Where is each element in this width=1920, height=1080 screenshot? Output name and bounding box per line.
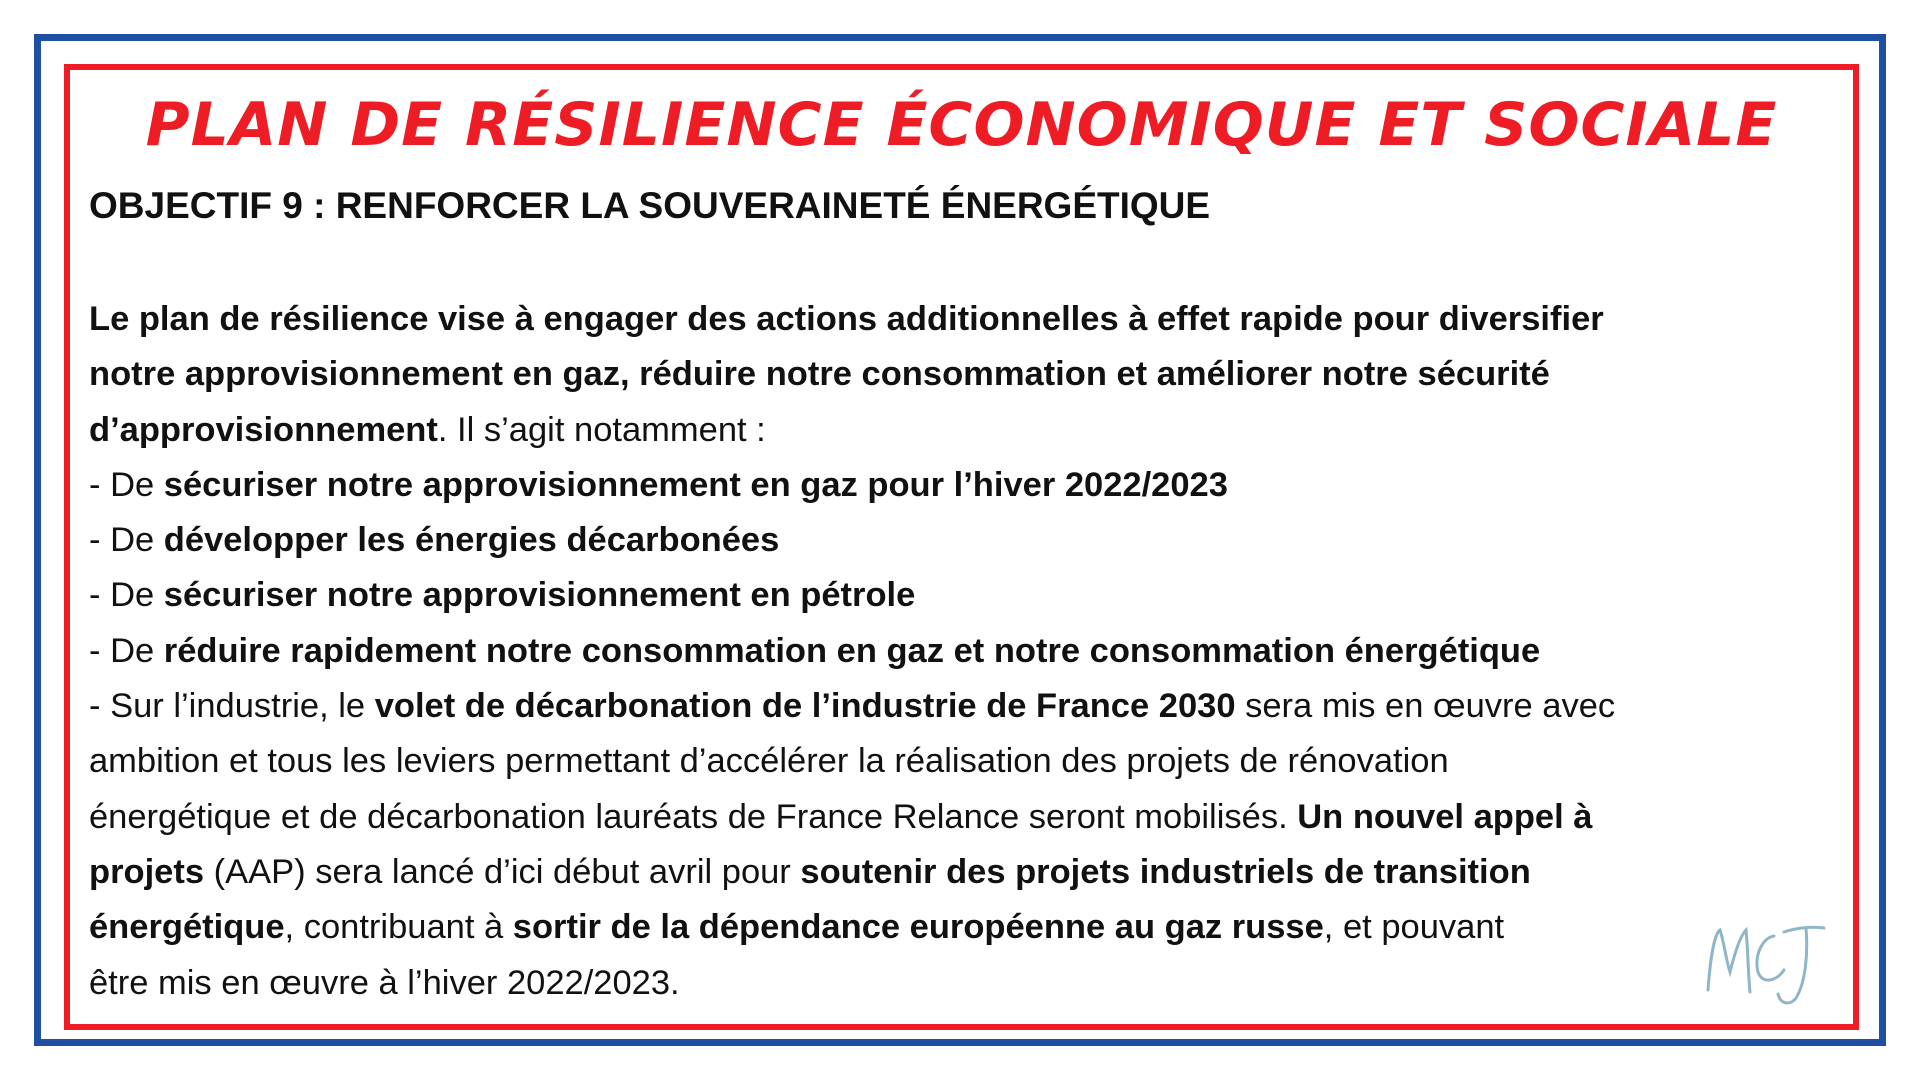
bullet-item: - De sécuriser notre approvisionnement en gaz pour l’hiver 2022/2023 <box>89 465 1228 504</box>
industry-line-6: être mis en œuvre à l’hiver 2022/2023. <box>89 963 680 1002</box>
objective-heading: OBJECTIF 9 : RENFORCER LA SOUVERAINETÉ ÉNERGÉTIQUE <box>89 185 1211 226</box>
page-title: PLAN DE RÉSILIENCE ÉCONOMIQUE ET SOCIALE <box>145 90 1778 160</box>
bullet-item: - De réduire rapidement notre consommation en gaz et notre consommation énergétique <box>89 631 1541 670</box>
industry-line-5: énergétique, contribuant à sortir de la dépendance européenne au gaz russe, et pouvant <box>89 908 1505 947</box>
intro-line-2: notre approvisionnement en gaz, réduire notre consommation et améliorer notre sécurité <box>89 355 1550 394</box>
intro-line-1: Le plan de résilience vise à engager des actions additionnelles à effet rapide pour diversifier <box>89 300 1604 338</box>
industry-line-3: énergétique et de décarbonation lauréats de France Relance seront mobilisés. Un nouvel appel à <box>89 797 1593 836</box>
bullet-item: - De développer les énergies décarbonées <box>89 521 780 560</box>
industry-line-1: - Sur l’industrie, le volet de décarbonation de l’industrie de France 2030 sera mis en œuvre avec <box>89 687 1616 726</box>
industry-line-4: projets (AAP) sera lancé d’ici début avril pour soutenir des projets industriels de transition <box>89 852 1531 891</box>
signature-logo <box>1700 912 1830 1012</box>
intro-line-3: d’approvisionnement. Il s’agit notamment : <box>89 410 766 449</box>
body-text <box>89 292 1834 1011</box>
industry-line-2: ambition et tous les leviers permettant d’accélérer la réalisation des projets de rénovation <box>89 742 1449 781</box>
bullet-item: - De sécuriser notre approvisionnement en pétrole <box>89 576 916 615</box>
